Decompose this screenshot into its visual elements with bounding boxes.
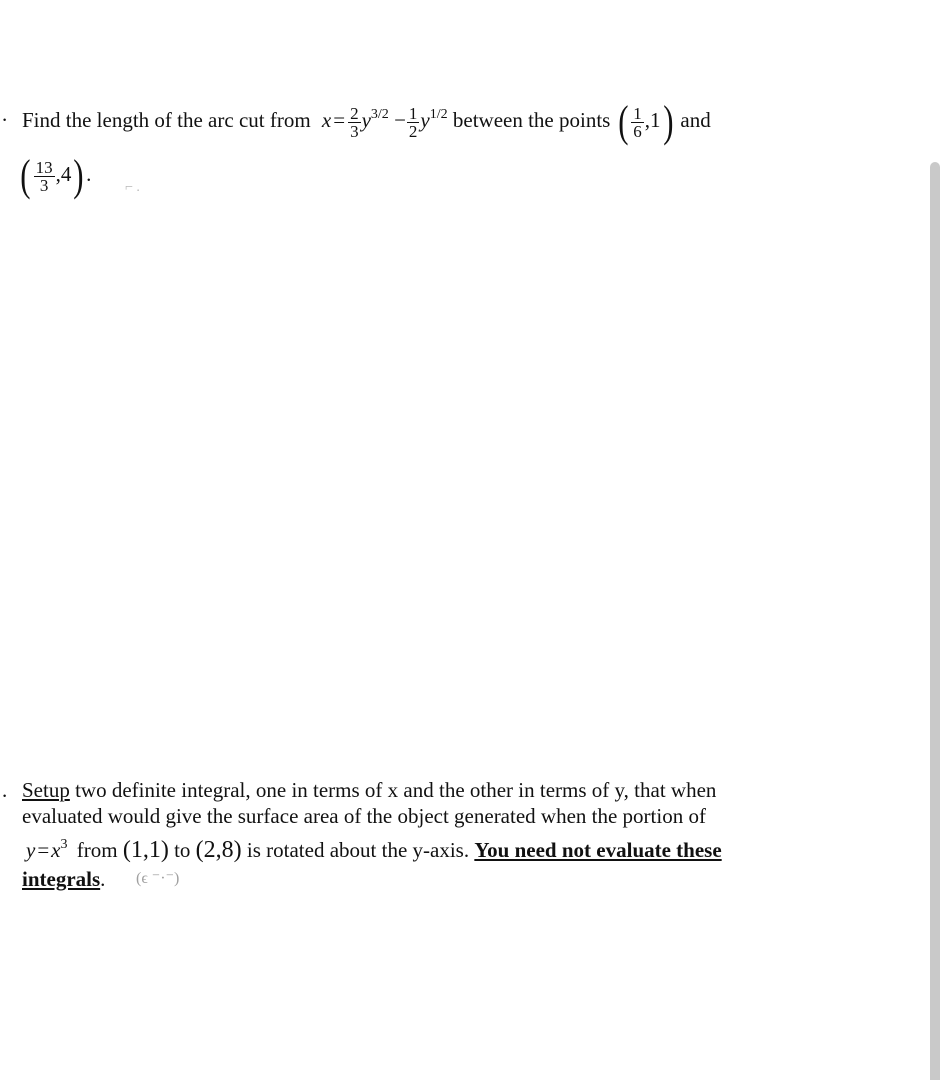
left-paren-point-1: ( xyxy=(617,97,629,146)
right-paren-point-1: ) xyxy=(662,97,673,146)
eq-equals: = xyxy=(37,838,50,862)
exponent-three-halves: 3/2 xyxy=(370,106,389,122)
equals-sign: = xyxy=(333,107,346,132)
y-variable-2: y xyxy=(420,107,430,132)
problem-2-line-1 xyxy=(22,778,716,802)
x-variable: x xyxy=(321,107,332,132)
faint-handwritten-mark: (ϵ ⁻·⁻) xyxy=(136,870,180,887)
left-paren-point-2: ( xyxy=(20,151,31,200)
faint-scan-mark: ⌐ . xyxy=(125,180,140,195)
problem-1-text-a: Find the length of the arc cut from xyxy=(22,107,311,132)
point-2-y: 4 xyxy=(60,161,72,186)
problem-2-marker: . xyxy=(2,778,8,802)
problem-2-line-1-rest: two definite integral, one in terms of x and the other in terms of y, that when xyxy=(75,778,717,802)
point-1-x-fraction: $\frac{1}{6}$ xyxy=(633,103,642,141)
problem-1-text-b: between the points xyxy=(452,107,611,132)
problem-2-line-3 xyxy=(26,833,722,862)
problem-1-text-c: and xyxy=(680,107,711,132)
problem-2-line-2-text: evaluated would give the surface area of the object generated when the portion of xyxy=(22,804,706,828)
fraction-two-thirds: $\frac{2}{3}$ xyxy=(350,103,359,141)
right-paren-point-2: ) xyxy=(73,151,84,200)
to-word: to xyxy=(174,838,191,862)
eq-x: x xyxy=(51,838,61,862)
problem-2-end: . xyxy=(100,867,106,891)
scrollbar[interactable] xyxy=(930,162,940,1080)
eq-y: y xyxy=(26,838,36,862)
exponent-one-half: 1/2 xyxy=(429,106,448,122)
problem-1-line-2: ( $\frac{13}{3}$ ,4) . xyxy=(20,151,92,200)
fraction-one-half: $\frac{1}{2}$ xyxy=(408,103,418,141)
bold-instruction: You need not evaluate these xyxy=(474,838,722,862)
problem-2-line-4 xyxy=(22,867,105,891)
point-1-y: 1 xyxy=(650,107,661,132)
problem-2-line-2 xyxy=(22,804,706,828)
point-b: (2,8) xyxy=(195,837,242,863)
eq-exponent: 3 xyxy=(60,837,68,852)
minus-sign: − xyxy=(394,107,406,132)
problem-1-marker: . xyxy=(2,102,8,126)
from-word: from xyxy=(76,838,118,862)
bold-instruction-end: integrals xyxy=(22,867,101,891)
problem-1-end: . xyxy=(86,161,92,186)
point-a: (1,1) xyxy=(122,837,169,863)
problem-2-line-3-rest: is rotated about the y-axis. xyxy=(246,838,470,862)
y-variable-1: y xyxy=(361,107,371,132)
point-2-x-fraction: $\frac{13}{3}$ xyxy=(35,157,53,195)
setup-word: Setup xyxy=(22,778,70,802)
problem-1-line-1: Find the length of the arc cut from x= $\frac{2}{3}$ $y^{3/2}$ − $\frac{1}{2}$ $y^{1/2}$ between the points ( $\frac{1}{6}$ ,1) and xyxy=(22,97,711,146)
